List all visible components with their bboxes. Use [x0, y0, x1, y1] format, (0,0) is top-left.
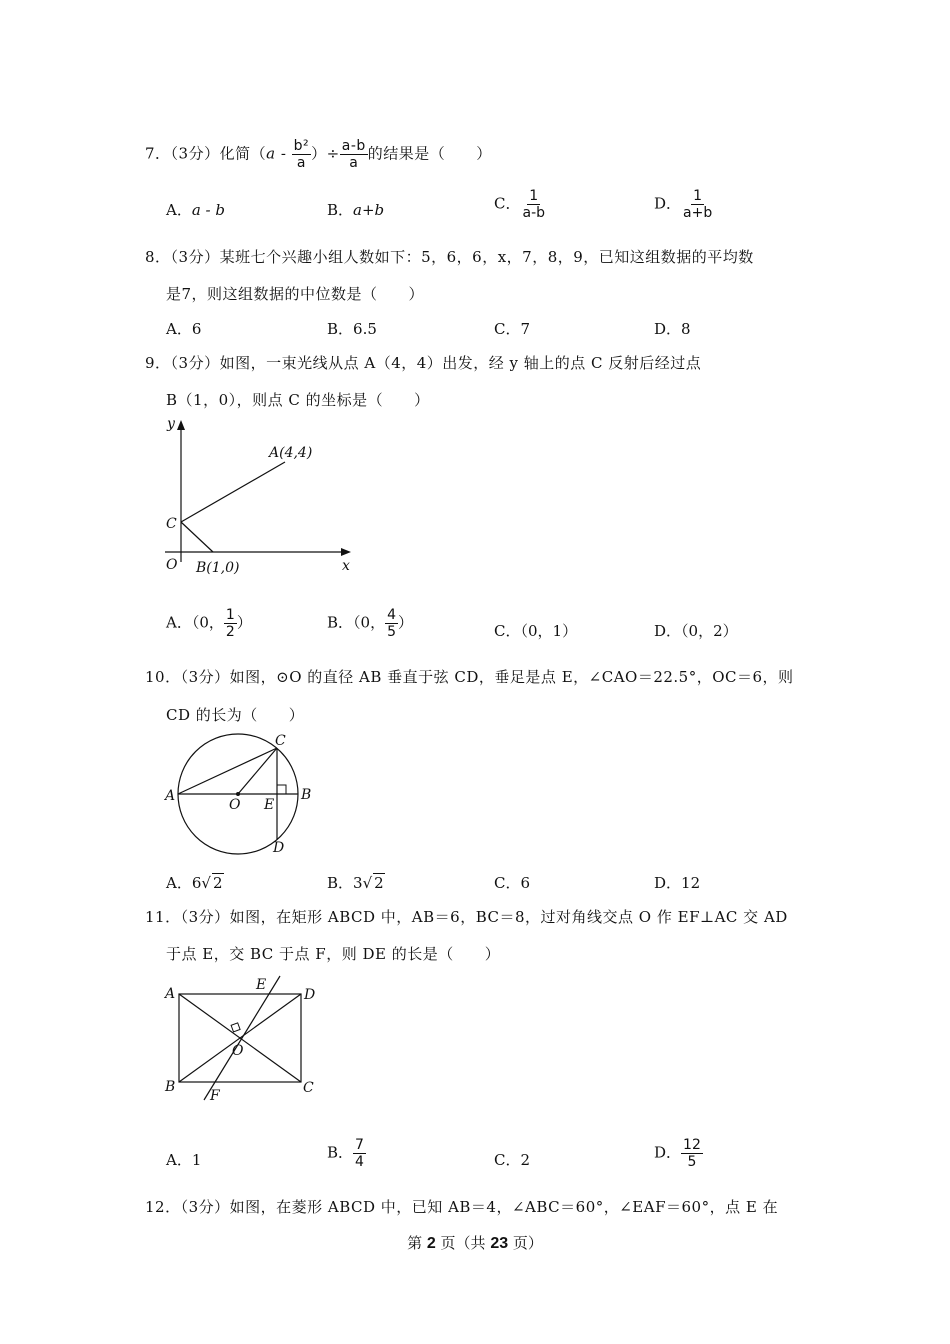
q7-option-a[interactable] — [166, 199, 225, 220]
frac-den: a+b — [683, 205, 713, 221]
option-label: D． — [654, 1143, 682, 1162]
option-fraction — [224, 607, 237, 640]
footer-mid: 页（共 — [435, 1234, 491, 1252]
q7-frac2-den: a — [349, 155, 359, 171]
q7-fraction-amb-over-a — [340, 138, 368, 171]
option-text: （0，2） — [681, 622, 738, 640]
option-label: A． — [166, 320, 192, 338]
q11-option-d[interactable] — [654, 1137, 703, 1170]
option-text: 12 — [681, 874, 701, 892]
q7-frac2-num: a-b — [341, 138, 366, 154]
ray-cb — [181, 522, 213, 552]
q10-option-c[interactable] — [494, 872, 530, 893]
option-label: B． — [327, 874, 354, 892]
q7-var-a: a — [266, 144, 276, 163]
center-dot — [236, 792, 240, 796]
option-label: C． — [494, 320, 521, 338]
option-radicand: 2 — [374, 874, 384, 892]
option-pre: （0， — [353, 613, 386, 632]
q10-option-d[interactable] — [654, 872, 700, 893]
q8-option-c[interactable] — [494, 318, 530, 339]
footer-page-number: 2 — [426, 1235, 436, 1252]
option-radicand: 2 — [212, 874, 223, 892]
frac-den: a-b — [522, 205, 546, 221]
option-label: B． — [327, 320, 354, 338]
option-label: D． — [654, 194, 682, 213]
label-a: A(4,4) — [269, 445, 313, 461]
option-text: 2 — [520, 1151, 531, 1169]
option-fraction — [681, 188, 714, 221]
label-f: F — [210, 1088, 220, 1104]
q12-stem-line1: 12．（3分）如图，在菱形 ABCD 中，已知 AB＝4，∠ABC＝60°，∠EAF＝60°，点 E 在 — [145, 1198, 779, 1216]
option-text: 7 — [520, 320, 531, 338]
option-text: 1 — [191, 1151, 202, 1169]
label-x: x — [342, 558, 350, 574]
x-axis-arrow — [341, 548, 351, 556]
label-b: B — [301, 787, 312, 803]
option-text: 6 — [520, 874, 531, 892]
right-angle-mark — [277, 785, 286, 794]
option-text: 6.5 — [353, 320, 377, 338]
q10-option-a[interactable]: A．6√ 2 — [166, 874, 223, 892]
frac-num: 1 — [529, 188, 539, 204]
q8-option-b[interactable] — [327, 318, 377, 339]
ray-ac — [181, 462, 285, 522]
q10-option-b[interactable]: B．3√ 2 — [327, 874, 384, 892]
option-label: B． — [327, 1143, 354, 1162]
option-label: C． — [494, 622, 521, 640]
footer-total-pages: 23 — [490, 1235, 509, 1252]
q8-option-a[interactable] — [166, 318, 201, 339]
q7-option-d[interactable] — [654, 188, 714, 221]
label-o: O — [232, 1043, 244, 1059]
label-b: B — [165, 1079, 176, 1095]
label-c: C — [166, 516, 177, 532]
label-e: E — [256, 977, 267, 993]
option-text: a - b — [191, 201, 225, 219]
label-c: C — [275, 733, 286, 749]
label-d: D — [304, 987, 316, 1003]
frac-num: 12 — [683, 1137, 701, 1153]
q7-stem — [145, 138, 492, 171]
q11-option-c[interactable] — [494, 1149, 530, 1170]
q8-stem-line2: 是7，则这组数据的中位数是（ ） — [166, 285, 425, 303]
option-fraction — [681, 1137, 703, 1170]
option-pre: （0， — [191, 613, 224, 632]
q10-stem-line1: 10．（3分）如图，⊙O 的直径 AB 垂直于弦 CD，垂足是点 E，∠CAO＝22.5°，OC＝6，则 — [145, 668, 794, 686]
q11-figure — [160, 972, 330, 1107]
q11-stem-line2: 于点 E，交 BC 于点 F，则 DE 的长是（ ） — [166, 945, 501, 963]
frac-den: 5 — [387, 624, 396, 640]
label-b: B(1,0) — [196, 560, 240, 576]
q8-stem-line1: 8．（3分）某班七个兴趣小组人数如下：5，6，6，x，7，8，9，已知这组数据的平均数 — [145, 248, 754, 266]
option-label: B． — [327, 201, 354, 219]
q7-option-c[interactable] — [494, 188, 547, 221]
option-post: ） — [236, 613, 252, 632]
label-o: O — [229, 797, 241, 813]
option-post: ） — [398, 613, 414, 632]
label-a: A — [165, 788, 176, 804]
option-text: 6 — [191, 320, 202, 338]
frac-num: 4 — [387, 607, 396, 623]
option-text: a+b — [353, 201, 385, 219]
q9-option-b[interactable] — [327, 607, 413, 640]
option-coef: 3 — [353, 874, 363, 892]
label-c: C — [303, 1080, 314, 1096]
q7-stem-post: 的结果是（ ） — [367, 144, 492, 163]
option-fraction — [353, 1137, 366, 1170]
option-label: A． — [166, 201, 192, 219]
q7-frac1-num: b² — [293, 138, 310, 154]
option-label: A． — [166, 874, 192, 892]
q7-mid: ）÷ — [311, 144, 340, 163]
footer-post: 页） — [508, 1234, 543, 1252]
q7-fraction-b2-over-a — [292, 138, 312, 171]
option-coef: 6 — [191, 874, 202, 892]
option-text: （0，1） — [520, 622, 578, 640]
q10-stem-line2: CD 的长为（ ） — [166, 706, 305, 724]
q9-option-a[interactable] — [166, 607, 252, 640]
q11-stem-line1: 11．（3分）如图，在矩形 ABCD 中，AB＝6，BC＝8，过对角线交点 O 作 EF⊥AC 交 AD — [145, 908, 788, 926]
option-label: D． — [654, 874, 682, 892]
option-text: 8 — [681, 320, 691, 338]
q7-stem-pre: 7．（3分）化简（ — [145, 144, 267, 163]
q7-option-b[interactable] — [327, 199, 384, 220]
segment-oc — [238, 748, 277, 794]
label-e: E — [264, 797, 275, 813]
q9-stem-line1: 9．（3分）如图，一束光线从点 A（4，4）出发，经 y 轴上的点 C 反射后经过点 — [145, 354, 702, 372]
option-label: C． — [494, 194, 521, 213]
frac-den: 5 — [687, 1154, 697, 1170]
right-angle-mark — [231, 1023, 240, 1032]
q9-stem-line2: B（1，0），则点 C 的坐标是（ ） — [166, 391, 430, 409]
option-label: D． — [654, 320, 682, 338]
q7-frac1-den: a — [296, 155, 306, 171]
option-label: B． — [327, 613, 354, 632]
option-label: D． — [654, 622, 682, 640]
option-label: A． — [166, 613, 192, 632]
y-axis-arrow — [177, 420, 185, 430]
q11-option-b[interactable] — [327, 1137, 366, 1170]
q11-option-a[interactable] — [166, 1149, 201, 1170]
frac-den: 4 — [355, 1154, 364, 1170]
footer-pre: 第 — [407, 1234, 427, 1252]
q7-minus: - — [275, 144, 292, 163]
label-a: A — [165, 986, 176, 1002]
frac-num: 1 — [225, 607, 235, 623]
option-label: C． — [494, 874, 521, 892]
q9-option-d[interactable] — [654, 620, 738, 641]
q9-option-c[interactable] — [494, 620, 577, 641]
option-label: C． — [494, 1151, 521, 1169]
q10-figure — [160, 728, 330, 860]
frac-num: 7 — [355, 1137, 364, 1153]
frac-den: 2 — [225, 624, 235, 640]
option-fraction — [385, 607, 398, 640]
label-y: y — [167, 416, 175, 432]
frac-num: 1 — [693, 188, 703, 204]
q9-figure — [155, 410, 365, 585]
q8-option-d[interactable] — [654, 318, 691, 339]
label-o: O — [166, 557, 178, 573]
page-footer — [0, 1232, 950, 1253]
label-d: D — [273, 840, 285, 856]
option-fraction — [520, 188, 547, 221]
option-label: A． — [166, 1151, 192, 1169]
